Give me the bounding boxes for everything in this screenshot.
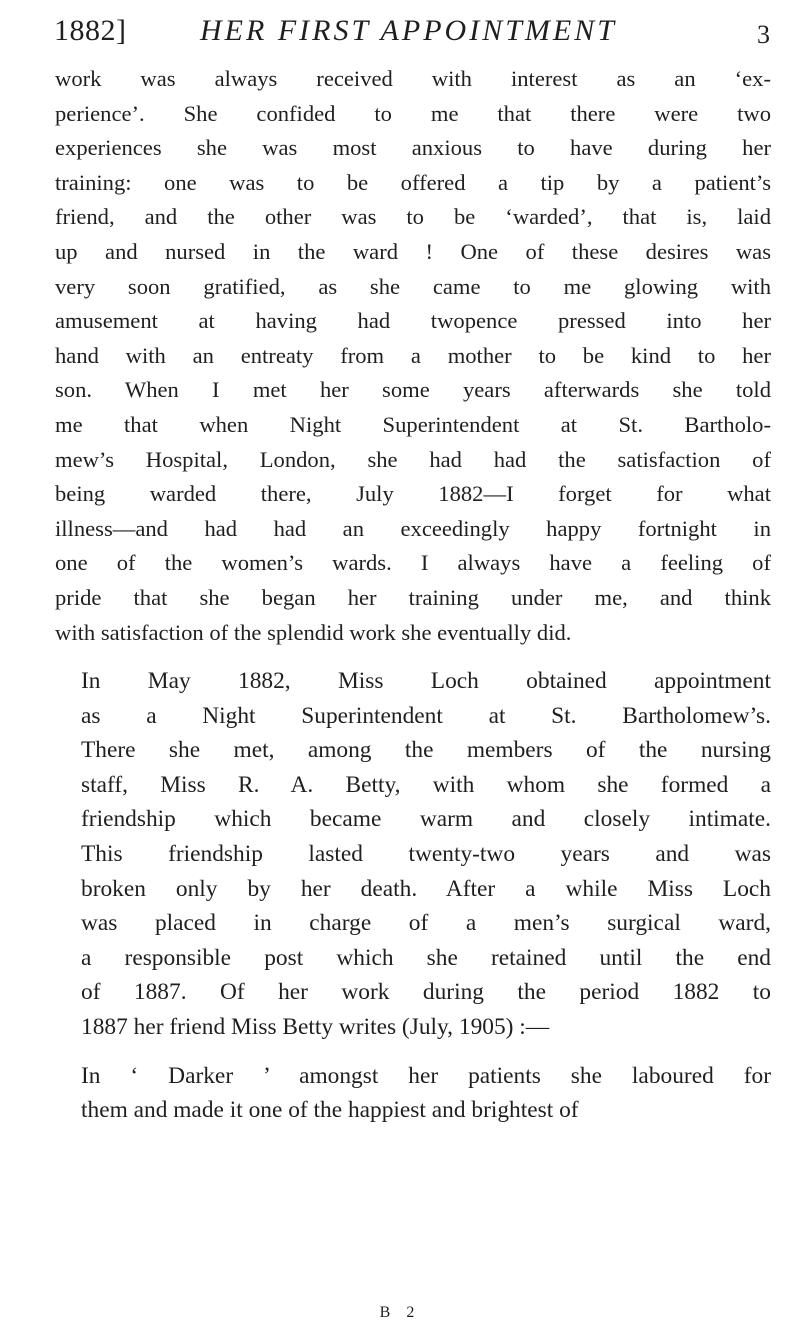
text-line: experiences she was most anxious to have during her [55,135,771,161]
header-title: HER FIRST APPOINTMENT [200,14,617,47]
text-line: pride that she began her training under me, and think [55,584,771,610]
text-line: training: one was to be offered a tip by a patient’s [55,169,771,195]
page-number: 3 [757,20,770,49]
text-line: very soon gratified, as she came to me glowing with [55,273,771,299]
header-year: 1882] [54,14,127,47]
running-header [40,6,770,56]
text-line: friendship which became warm and closely intimate. [81,806,771,833]
text-line: illness—and had had an exceedingly happy fortnight in [55,515,771,541]
text-line: up and nursed in the ward ! One of these desires was [55,238,771,264]
text-line: hand with an entreaty from a mother to be kind to her [55,342,771,368]
text-line: son. When I met her some years afterwards she told [55,377,771,403]
paragraph-1 [55,62,771,650]
text-line: 1887 her friend Miss Betty writes (July, 1905) :— [81,1014,550,1041]
text-line: mew’s Hospital, London, she had had the satisfaction of [55,446,771,472]
text-line: work was always received with interest as an ‘ex- [55,66,771,91]
paragraph-3 [55,1059,771,1128]
text-line: them and made it one of the happiest and brightest of [81,1097,579,1124]
text-line: one of the women’s wards. I always have a feeling of [55,550,771,576]
signature-mark: B 2 [379,1304,421,1321]
text-line: friend, and the other was to be ‘warded’, that is, laid [55,204,771,230]
text-line: There she met, among the members of the nursing [81,737,771,764]
text-line: perience’. She confided to me that there were two [55,100,771,126]
text-line: amusement at having had twopence pressed into her [55,308,771,334]
text-line: me that when Night Superintendent at St. Bartholo- [55,411,771,437]
text-line: of 1887. Of her work during the period 1882 to [81,979,771,1006]
text-line: as a Night Superintendent at St. Bartholomew’s. [81,702,771,729]
text-line: staff, Miss R. A. Betty, with whom she formed a [81,771,771,798]
paragraph-2 [55,664,771,1045]
text-line: broken only by her death. After a while Miss Loch [81,875,771,902]
text-line: In May 1882, Miss Loch obtained appointment [81,668,771,695]
text-line: In ‘ Darker ’ amongst her patients she laboured for [81,1062,771,1089]
body-text [55,62,771,1128]
text-line: being warded there, July 1882—I forget for what [55,481,771,507]
text-line: a responsible post which she retained until the end [81,944,771,971]
text-line: This friendship lasted twenty-two years and was [81,841,771,868]
text-line: was placed in charge of a men’s surgical ward, [81,910,771,937]
text-line: with satisfaction of the splendid work she eventually did. [55,619,572,645]
